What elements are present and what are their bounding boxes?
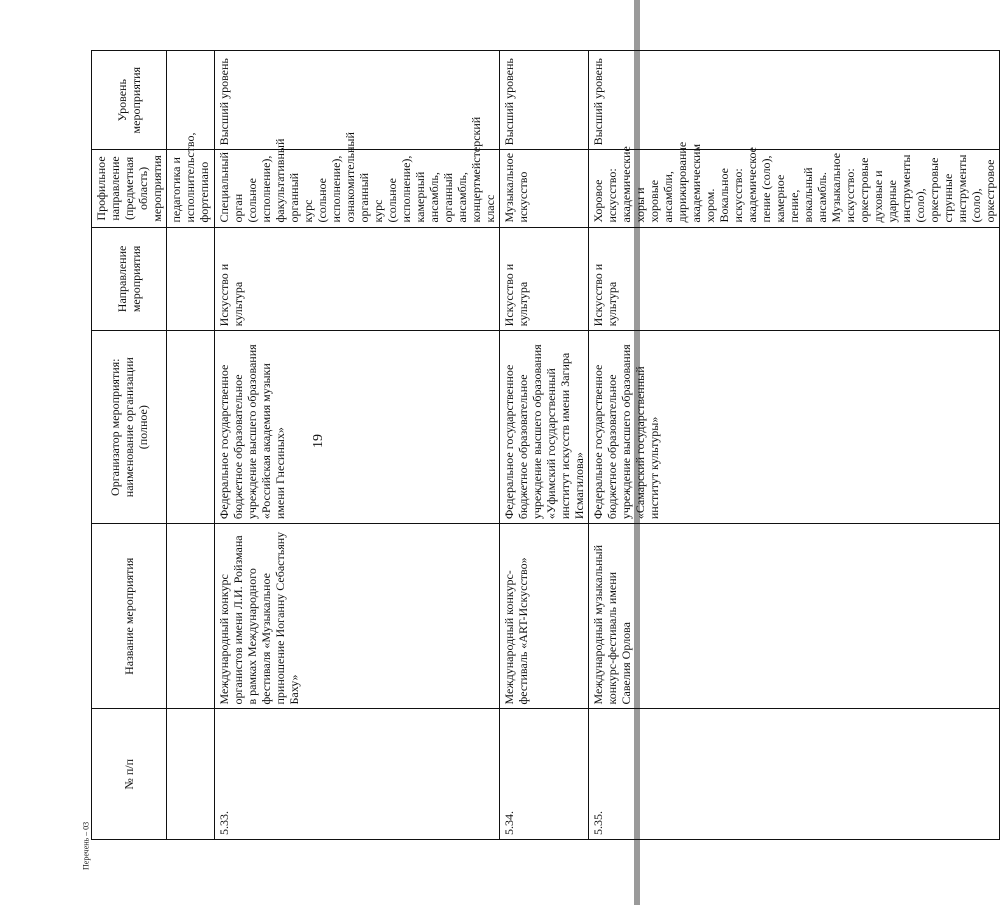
cell-direction: Искусство и культура (500, 227, 589, 331)
cell-organizer: Федеральное государственное бюджетное образовательное учреждение высшего образования «Российская академия музыки имени Гнесиных» (215, 331, 500, 524)
cell-profile: Хоровое искусство: академические хоры и хоровые ансамбли, дирижирование академическим хором. Вокальное искусство: академическое пение (соло), камерное пение, вокальный ансамбль. Музыкальное искусство: оркестровые духовые и ударные инструменты (соло), оркестровые струнные инструменты (соло), оркестровое (589, 150, 1000, 227)
header-organizer: Организатор мероприятия: наименование организации (полное) (92, 331, 167, 524)
cell-profile-continuation: педагогика и исполнительство, фортепиано (167, 150, 215, 227)
cell-name: Международный музыкальный конкурс-фестиваль имени Савелия Орлова (589, 524, 1000, 709)
cell-level: Высший уровень (500, 51, 589, 150)
table-row (215, 51, 500, 840)
table-row (500, 51, 589, 840)
page-number: 19 (311, 434, 326, 448)
cell-organizer: Федеральное государственное бюджетное образовательное учреждение высшего образования «Самарский государственный институт культуры» (589, 331, 1000, 524)
cell-num: 5.34. (500, 709, 589, 840)
cell-direction: Искусство и культура (589, 227, 1000, 331)
cell-direction: Искусство и культура (215, 227, 500, 331)
header-name: Название мероприятия (92, 524, 167, 709)
header-num: № п/п (92, 709, 167, 840)
cell-empty (167, 524, 215, 709)
cell-name: Международный конкурс-фестиваль «ART-Искусство» (500, 524, 589, 709)
header-level: Уровень мероприятия (92, 51, 167, 150)
cell-profile: Специальный орган (сольное исполнение), факультативный органный курс (сольное исполнение), ознакомительный органный курс (сольное исполнение), камерный ансамбль, органный ансамбль, концертмейстерский класс (215, 150, 500, 227)
events-table (91, 50, 1000, 840)
cell-level: Высший уровень (215, 51, 500, 150)
cell-empty (167, 331, 215, 524)
header-profile: Профильное направление (предметная область) мероприятия (92, 150, 167, 227)
cell-num: 5.35. (589, 709, 1000, 840)
rotated-table-container (91, 50, 997, 840)
cell-empty (167, 227, 215, 331)
cell-num: 5.33. (215, 709, 500, 840)
cell-level: Высший уровень (589, 51, 1000, 150)
table-row-continuation (167, 51, 215, 840)
cell-empty (167, 709, 215, 840)
table-header-row (92, 51, 167, 840)
cell-organizer: Федеральное государственное бюджетное образовательное учреждение высшего образования «Уфимский государственный институт искусств имени Загира Исмагилова» (500, 331, 589, 524)
cell-profile: Музыкальное искусство (500, 150, 589, 227)
page-footer: Перечень – 03 (81, 821, 91, 870)
table-row (589, 51, 1000, 840)
cell-name: Международный конкурс органистов имени Л.И. Ройзмана в рамках Международного фестиваля «Музыкальное приношение Иоганну Себастьяну Баху» (215, 524, 500, 709)
header-direction: Направление мероприятия (92, 227, 167, 331)
